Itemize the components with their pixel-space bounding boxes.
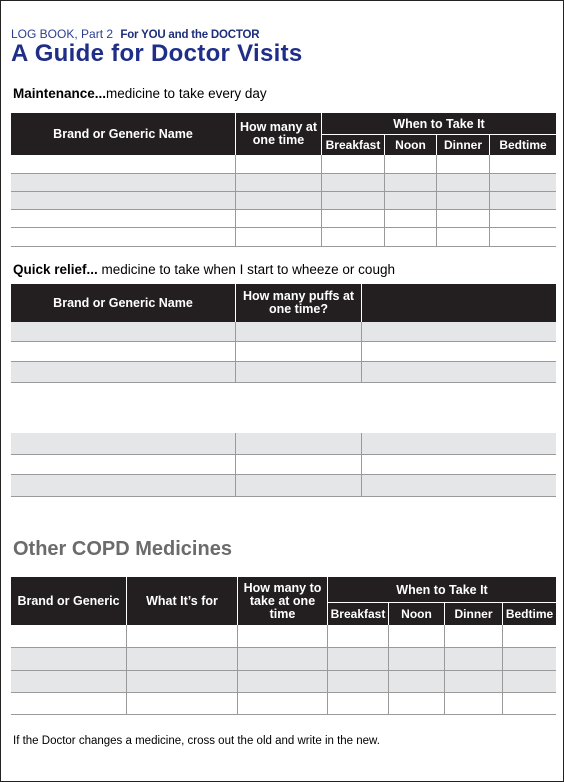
maintenance-col-when: When to Take It — [321, 113, 556, 135]
quick-relief-body-1 — [11, 322, 556, 383]
table-row[interactable] — [11, 192, 556, 210]
quick-relief-col-blank — [361, 284, 556, 322]
table-row[interactable] — [11, 625, 556, 648]
quick-relief-header — [11, 284, 556, 322]
column-line — [444, 625, 445, 715]
table-row[interactable] — [11, 342, 556, 362]
column-line — [126, 625, 127, 715]
table-row[interactable] — [11, 228, 556, 247]
column-line — [489, 155, 490, 247]
maintenance-body — [11, 155, 556, 247]
maintenance-col-dinner: Dinner — [436, 135, 489, 155]
footer-note: If the Doctor changes a medicine, cross out the old and write in the new. — [13, 735, 380, 747]
table-row[interactable] — [11, 174, 556, 192]
column-line — [384, 155, 385, 247]
other-col-what-for: What It’s for — [126, 577, 237, 625]
other-subheader — [11, 603, 556, 625]
column-line — [327, 625, 328, 715]
maintenance-label-bold: Maintenance... — [13, 86, 107, 101]
quick-relief-col-brand: Brand or Generic Name — [53, 295, 193, 310]
maintenance-col-noon: Noon — [384, 135, 436, 155]
maintenance-table — [11, 113, 556, 247]
page-title: A Guide for Doctor Visits — [11, 40, 303, 67]
quick-relief-label-bold: Quick relief... — [13, 262, 98, 277]
table-row[interactable] — [11, 322, 556, 342]
other-copd-title: Other COPD Medicines — [13, 538, 232, 560]
table-row[interactable] — [11, 475, 556, 497]
maintenance-label — [13, 86, 267, 101]
column-line — [235, 322, 236, 383]
quick-relief-body-2 — [11, 433, 556, 497]
maintenance-subheader — [11, 135, 556, 155]
quick-relief-col-puffs: How many puffs at one time? — [235, 284, 361, 322]
other-col-when: When to Take It — [327, 577, 556, 603]
for-you-label: For YOU and the DOCTOR — [120, 29, 260, 41]
maintenance-col-how-many: How many at one time — [235, 113, 321, 155]
maintenance-header — [11, 113, 556, 155]
quick-relief-table — [11, 284, 556, 383]
quick-relief-label-rest: medicine to take when I start to wheeze or cough — [97, 262, 395, 277]
column-line — [502, 625, 503, 715]
table-row[interactable] — [11, 693, 556, 715]
other-col-dinner: Dinner — [444, 603, 502, 625]
other-body — [11, 625, 556, 715]
other-col-how-many: How many to take at one time — [237, 577, 327, 625]
column-line — [388, 625, 389, 715]
table-row[interactable] — [11, 362, 556, 383]
maintenance-col-bedtime: Bedtime — [489, 135, 556, 155]
table-row[interactable] — [11, 155, 556, 174]
other-header — [11, 577, 556, 625]
logbook-label: LOG BOOK, Part 2 — [11, 27, 114, 41]
column-line — [321, 155, 322, 247]
quick-relief-table-2 — [11, 433, 556, 497]
table-row[interactable] — [11, 210, 556, 228]
column-line — [361, 322, 362, 383]
other-col-bedtime: Bedtime — [502, 603, 556, 625]
other-table — [11, 577, 556, 715]
table-row[interactable] — [11, 648, 556, 671]
maintenance-label-rest: medicine to take every day — [106, 86, 267, 101]
other-col-breakfast: Breakfast — [327, 603, 388, 625]
maintenance-col-breakfast: Breakfast — [321, 135, 384, 155]
quick-relief-label — [13, 262, 395, 277]
other-col-brand: Brand or Generic — [17, 593, 120, 608]
other-col-noon: Noon — [388, 603, 444, 625]
table-row[interactable] — [11, 433, 556, 455]
column-line — [235, 155, 236, 247]
column-line — [436, 155, 437, 247]
table-row[interactable] — [11, 671, 556, 693]
maintenance-col-brand: Brand or Generic Name — [53, 126, 193, 141]
column-line — [237, 625, 238, 715]
header-line — [11, 27, 259, 41]
table-row[interactable] — [11, 455, 556, 475]
column-line — [361, 433, 362, 497]
column-line — [235, 433, 236, 497]
